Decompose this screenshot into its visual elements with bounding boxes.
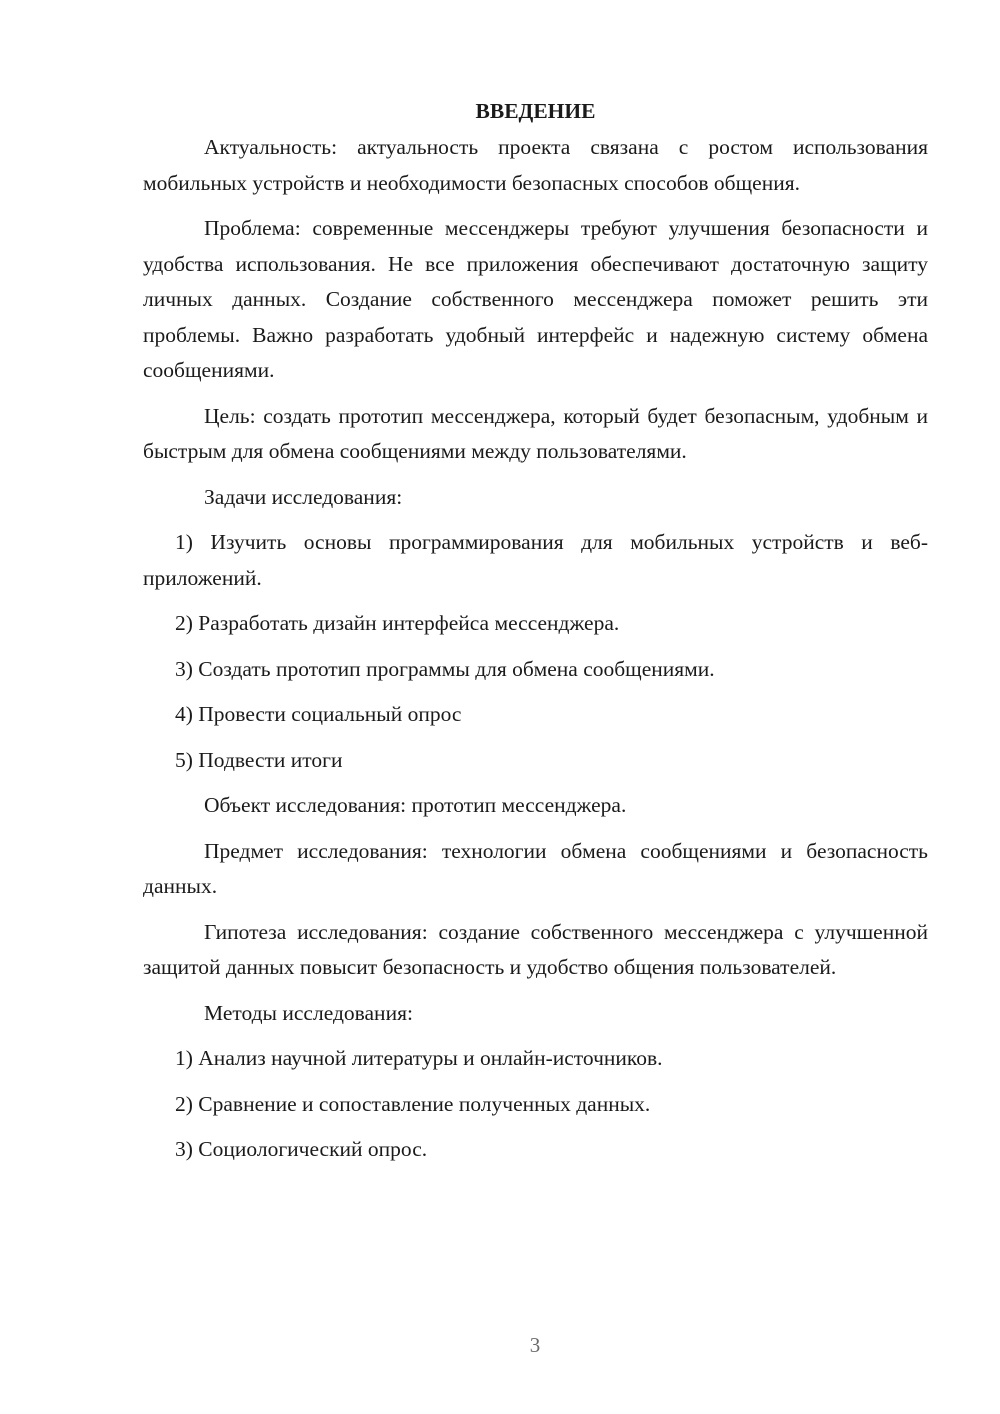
page-number: 3 — [529, 1333, 541, 1357]
list-item-method-2: 2) Сравнение и сопоставление полученных данных. — [175, 1091, 651, 1116]
paragraph-subject: Предмет исследования: технологии обмена сообщениями и безопасность данных. — [143, 838, 928, 898]
list-item-task-5: 5) Подвести итоги — [175, 747, 343, 772]
paragraph-relevance: Актуальность: актуальность проекта связана с ростом использования мобильных устройств и необходимости безопасных способов общения. — [143, 135, 928, 195]
paragraph-goal: Цель: создать прототип мессенджера, который будет безопасным, удобным и быстрым для обмена сообщениями между пользователями. — [143, 403, 928, 463]
paragraph-methods-heading: Методы исследования: — [204, 1000, 413, 1025]
list-item-task-3: 3) Создать прототип программы для обмена сообщениями. — [175, 656, 715, 681]
page-content — [143, 98, 928, 1178]
list-item-method-1: 1) Анализ научной литературы и онлайн-источников. — [175, 1046, 663, 1070]
list-item-method-3: 3) Социологический опрос. — [175, 1137, 428, 1161]
paragraph-tasks-heading: Задачи исследования: — [204, 484, 403, 509]
paragraph-object: Объект исследования: прототип мессенджера. — [204, 793, 627, 817]
paragraph-problem: Проблема: современные мессенджеры требуют улучшения безопасности и удобства использования. Не все приложения обеспечивают достаточную защиту личных данных. Создание собственного мессенджера поможет решить эти проблемы. Важно разработать удобный интерфейс и надежную систему обмена сообщениями. — [143, 216, 928, 382]
section-title: ВВЕДЕНИЕ — [475, 99, 596, 123]
paragraph-hypothesis: Гипотеза исследования: создание собственного мессенджера с улучшенной защитой данных повысит безопасность и удобство общения пользователей. — [143, 919, 928, 979]
list-item-task-4: 4) Провести социальный опрос — [175, 702, 462, 726]
list-item-task-2: 2) Разработать дизайн интерфейса мессенджера. — [175, 611, 620, 635]
list-item-task-1: 1) Изучить основы программирования для мобильных устройств и веб-приложений. — [143, 530, 928, 590]
